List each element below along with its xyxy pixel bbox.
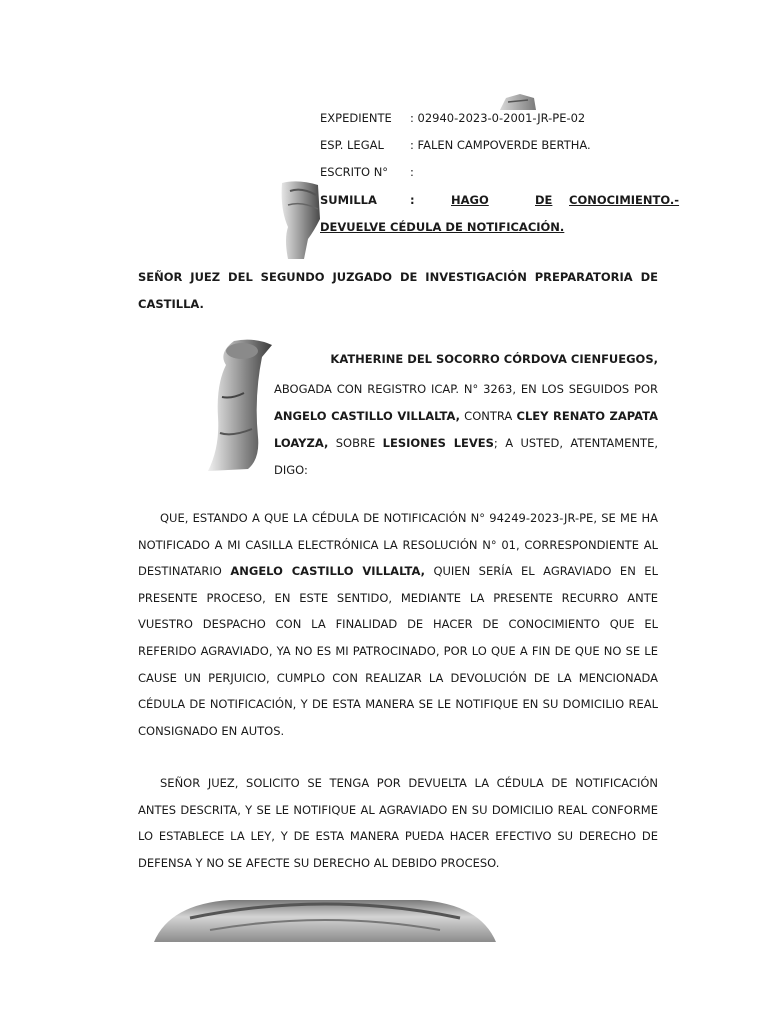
body-paragraph-1 bbox=[138, 505, 658, 744]
scroll-image bbox=[198, 337, 278, 471]
intro-text-3: SOBRE bbox=[328, 436, 383, 450]
p1-text-b: QUIEN SERÍA EL AGRAVIADO EN EL PRESENTE PROCESO, EN ESTE SENTIDO, MEDIANTE LA PRESENTE RECURRO ANTE VUESTRO DESPACHO CON LA FINALIDAD DE HACER DE CONOCIMIENTO QUE EL REFERIDO AGRAVIADO, YA NO ES MI PATROCINADO, POR LO QUE A FIN DE QUE NO SE LE CAUSE UN PERJUICIO, CUMPLO CON REALIZAR LA DEVOLUCIÓN DE LA MENCIONADA CÉDULA DE NOTIFICACIÓN, Y DE ESTA MANERA SE LE NOTIFIQUE EN SU DOMICILIO REAL CONSIGNADO EN AUTOS. bbox=[138, 564, 658, 738]
addressee-line-1: SEÑOR JUEZ DEL SEGUNDO JUZGADO DE INVESTIGACIÓN PREPARATORIA DE bbox=[138, 270, 658, 284]
intro-text-2: CONTRA bbox=[459, 409, 517, 423]
ornament-image bbox=[150, 896, 500, 944]
sumilla-word-1: HAGO bbox=[451, 193, 489, 207]
p1-bold-name: ANGELO CASTILLO VILLALTA, bbox=[230, 564, 425, 579]
party-plaintiff: ANGELO CASTILLO VILLALTA, bbox=[274, 409, 460, 423]
addressee bbox=[138, 264, 658, 318]
sumilla-colon: : bbox=[410, 193, 415, 207]
sumilla-label: SUMILLA bbox=[320, 193, 377, 207]
intro-text-4: ; A USTED, ATENTAMENTE, DIGO: bbox=[274, 436, 658, 477]
sumilla-line-2: DEVUELVE CÉDULA DE NOTIFICACIÓN. bbox=[320, 220, 565, 234]
scales-emblem-image bbox=[498, 92, 538, 112]
body-paragraph-2 bbox=[138, 770, 658, 876]
p1-text-a: QUE, ESTANDO A QUE LA CÉDULA DE NOTIFICACIÓN N° 94249-2023-JR-PE, SE ME HA NOTIFICADO A MI CASILLA ELECTRÓNICA LA RESOLUCIÓN N° 01, CORRESPONDIENTE AL DESTINATARIO bbox=[138, 511, 658, 579]
expediente-row bbox=[320, 110, 658, 126]
sumilla-word-2: DE bbox=[535, 193, 553, 207]
sumilla-word-3: CONOCIMIENTO.- bbox=[569, 193, 680, 207]
expediente-value: : 02940-2023-0-2001-JR-PE-02 bbox=[410, 111, 586, 125]
escrito-value: : bbox=[410, 165, 414, 179]
intro-text-1: ABOGADA CON REGISTRO ICAP. N° 3263, EN LOS SEGUIDOS POR bbox=[274, 382, 658, 396]
esp-legal-value: : FALEN CAMPOVERDE BERTHA. bbox=[410, 138, 591, 152]
escrito-label: ESCRITO N° bbox=[320, 165, 389, 179]
lawyer-name: KATHERINE DEL SOCORRO CÓRDOVA CIENFUEGOS, bbox=[330, 352, 658, 366]
expediente-label: EXPEDIENTE bbox=[320, 111, 392, 125]
addressee-line-2: CASTILLA. bbox=[138, 297, 204, 311]
esp-legal-label: ESP. LEGAL bbox=[320, 138, 384, 152]
escrito-row bbox=[320, 164, 658, 180]
p2-text: SEÑOR JUEZ, SOLICITO SE TENGA POR DEVUELTA LA CÉDULA DE NOTIFICACIÓN ANTES DESCRITA, Y SE LE NOTIFIQUE AL AGRAVIADO EN SU DOMICILIO REAL CONFORME LO ESTABLECE LA LEY, Y DE ESTA MANERA PUEDA HACER EFECTIVO SU DERECHO DE DEFENSA Y NO SE AFECTE SU DERECHO AL DEBIDO PROCESO. bbox=[138, 776, 658, 870]
intro-paragraph bbox=[274, 376, 658, 484]
party-defendant: CLEY RENATO ZAPATA LOAYZA, bbox=[274, 409, 658, 450]
justice-statue-image bbox=[278, 179, 322, 259]
offense: LESIONES LEVES bbox=[382, 436, 494, 450]
esp-legal-row bbox=[320, 137, 658, 153]
